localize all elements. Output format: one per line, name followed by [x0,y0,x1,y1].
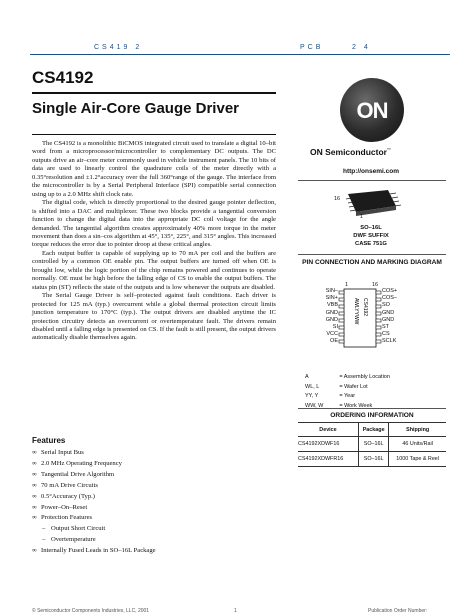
feature-item: ∞ Power–On–Reset [32,503,88,511]
pin-diagram-pin16: 16 [372,282,379,288]
part-number: CS4192 [32,68,94,87]
feature-item: ∞ 0.5°Accuracy (Typ.) [32,492,95,500]
website-link[interactable]: http://onsemi.com [343,168,399,175]
table-cell: 1000 Tape & Reel [389,452,446,467]
pin-diagram-heading: PIN CONNECTION AND MARKING DIAGRAM [302,259,442,266]
ordering-heading: ORDERING INFORMATION [330,412,414,419]
ic-chip-outline [338,288,384,350]
package-pin16-label: 16 [334,196,341,202]
page-title: Single Air-Core Gauge Driver [32,100,239,117]
table-cell: SO–16L [359,437,389,452]
header-left-text: CS419 2 [94,44,143,51]
package-info: SO–16L DWF SUFFIX CASE 751G [353,225,389,247]
feature-item: ∞ 70 mA Drive Circuits [32,481,98,489]
feature-item: ∞ 2.0 MHz Operating Frequency [32,459,122,467]
feature-item: ∞ Internally Fused Leads in SO–16L Package [32,547,156,555]
column-header: Package [359,423,389,437]
footer-publication: Publication Order Number: [368,608,428,614]
table-cell: SO–16L [359,452,389,467]
divider [298,180,446,181]
header-middle-text: PCB [300,44,324,51]
column-header: Device [298,423,359,437]
description-paragraph: The Serial Gauge Driver is self–protected against fault conditions. Each driver is protected for 125 mA (typ.) overcurrent while a global thermal protection circuit limits junction temperature to 170°C (typ.). The output drivers are disabled anytime the IC protection circuitry detects an overcurrent or overtemperature fault. The drivers remain disabled until a falling edge is presented on CS. If the fault is still present, the output drivers automatically disable themselves again. [32,292,276,342]
feature-item: ∞ Serial Input Bus [32,449,84,456]
table-row [298,452,446,467]
footer-copyright: © Semiconductor Components Industries, LLC, 2001 [32,608,150,614]
title-rule [32,134,276,135]
part-number-rule [32,92,276,94]
feature-item: ∞ Protection Features [32,514,93,522]
chip-marking-part: CS4192 [362,298,368,317]
description [32,140,276,343]
footer-page-number: 1 [234,608,237,614]
description-paragraph: The digital code, which is directly proportional to the desired gauge pointer deflection, is shifted into a DAC and multiplexer. These two blocks provide a tangential conversion function to change the digital data into the appropriate DC coil voltage for the angle demanded. The tangential algorithm creates approximately 40% more torque in the meter movement than does a sin–cos algorithm at 45°, 135°, 225°, and 315° angles. This increased torque reduces the error due to pointer droop at these critical angles. [32,199,276,249]
divider [298,408,446,409]
right-pin-labels: COS+ COS– SO GND GND ST CS SCLK [382,288,398,345]
header-right-text: 2 4 [352,44,371,51]
description-paragraph: The CS4192 is a monolithic BiCMOS integrated circuit used to translate a digital 10–bit word from a microprocessor/microcontroller to complementary DC outputs. The DC outputs drive an air–core meter commonly used in vehicle instrument panels. The 10 bits of data are used to linearly control the quadrature coils of the meter directly with a 0.35°resolution and ±1.2°accuracy over the full 360°range of the gauge. The interface from the microcontroller is by a Serial Peripheral Interface (SPI) compatible serial connection using up to a 2.0 MHz shift clock rate. [32,140,276,198]
header-rule [30,54,450,55]
package-pin1-label: 1 [360,214,364,220]
feature-subitem: – Overtemperature [42,536,96,544]
table-row [298,437,446,452]
feature-item: ∞ Tangential Drive Algorithm [32,470,115,478]
logo-text: ON [356,98,388,123]
description-paragraph: Each output buffer is capable of supplying up to 70 mA per coil and the buffers are controlled by a common OE enable pin. The output buffers are turned off when OE is brought low, while the logic portion of the chip remains powered and continues to operate normally. OE must be high before the falling edge of CS to enable the output buffers. The status pin (ST) reflects the state of the outputs and is low whenever the outputs are disabled. [32,249,276,291]
table-cell: CS4192XDWF16 [298,437,359,452]
left-pin-labels: SIN– SIN+ VBB GND GND SI VCC OE [325,288,338,345]
marking-legend: A = Assembly Location WL, L = Wafer Lot YY, Y = Year WW, W = Work Week [305,374,390,409]
table-cell: CS4192XDWFR16 [298,452,359,467]
on-semiconductor-logo [340,78,404,142]
ordering-table-header [298,423,446,437]
features-list [32,448,272,557]
table-cell: 46 Units/Rail [389,437,446,452]
features-heading: Features [32,436,66,445]
ordering-table [298,422,446,467]
column-header: Shipping [389,423,446,437]
chip-marking-code: AWLYYWW [353,298,359,325]
pin-diagram-pin1: 1 [345,282,349,288]
package-illustration [330,186,410,220]
feature-subitem: – Output Short Circuit [42,525,106,533]
divider [298,254,446,255]
brand-name: ON Semiconductor™ [310,147,391,157]
